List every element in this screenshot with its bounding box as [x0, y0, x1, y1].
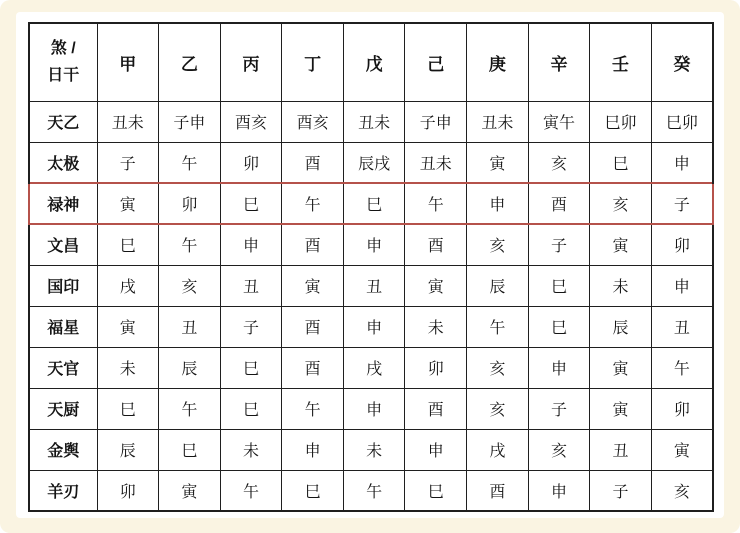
table-cell: 巳卯 [651, 101, 713, 142]
table-cell: 午 [467, 306, 529, 347]
row-label-0: 天乙 [29, 101, 97, 142]
table-cell: 子申 [159, 101, 221, 142]
table-cell: 午 [343, 470, 405, 511]
row-label-5: 福星 [29, 306, 97, 347]
table-cell: 卯 [651, 224, 713, 265]
table-cell: 巳 [220, 388, 282, 429]
table-cell: 亥 [159, 265, 221, 306]
table-cell: 申 [528, 347, 590, 388]
table-cell: 亥 [528, 429, 590, 470]
table-cell: 申 [343, 388, 405, 429]
table-cell: 子 [528, 388, 590, 429]
table-cell: 卯 [220, 142, 282, 183]
table-cell: 辰 [159, 347, 221, 388]
row-label-1: 太极 [29, 142, 97, 183]
table-cell: 酉亥 [282, 101, 344, 142]
table-body [29, 101, 713, 511]
table-cell: 亥 [467, 347, 529, 388]
table-cell: 申 [651, 142, 713, 183]
row-label-2: 禄神 [29, 183, 97, 224]
table-cell: 酉 [282, 306, 344, 347]
table-cell: 亥 [590, 183, 652, 224]
table-cell: 寅午 [528, 101, 590, 142]
table-cell: 未 [220, 429, 282, 470]
table-cell: 辰 [467, 265, 529, 306]
column-header-stem-5: 己 [405, 23, 467, 101]
table-cell: 戌 [97, 265, 159, 306]
table-cell: 巳 [220, 183, 282, 224]
table-cell: 申 [282, 429, 344, 470]
table-cell: 丑 [220, 265, 282, 306]
table-cell: 巳 [528, 306, 590, 347]
table-cell: 酉 [528, 183, 590, 224]
table-cell: 巳 [590, 142, 652, 183]
table-cell: 申 [651, 265, 713, 306]
table-cell: 未 [97, 347, 159, 388]
table-cell: 午 [159, 142, 221, 183]
table-cell: 申 [343, 306, 405, 347]
table-row-8 [29, 429, 713, 470]
row-label-8: 金舆 [29, 429, 97, 470]
table-cell: 酉 [467, 470, 529, 511]
table-cell: 寅 [467, 142, 529, 183]
table-cell: 卯 [405, 347, 467, 388]
table-row-9 [29, 470, 713, 511]
table-cell: 戌 [467, 429, 529, 470]
column-header-stem-0: 甲 [97, 23, 159, 101]
table-cell: 申 [405, 429, 467, 470]
table-cell: 亥 [467, 224, 529, 265]
table-cell: 寅 [405, 265, 467, 306]
table-cell: 亥 [651, 470, 713, 511]
table-cell: 申 [528, 470, 590, 511]
table-cell: 卯 [651, 388, 713, 429]
table-cell: 巳 [220, 347, 282, 388]
table-cell: 丑未 [467, 101, 529, 142]
column-header-stem-1: 乙 [159, 23, 221, 101]
table-cell: 寅 [159, 470, 221, 511]
column-header-stem-6: 庚 [467, 23, 529, 101]
table-cell: 子 [97, 142, 159, 183]
table-cell: 寅 [590, 388, 652, 429]
table-cell: 午 [159, 224, 221, 265]
column-header-stem-9: 癸 [651, 23, 713, 101]
corner-label-line1: 煞 / [50, 40, 76, 58]
table-cell: 巳 [97, 224, 159, 265]
column-header-stem-2: 丙 [220, 23, 282, 101]
table-row-7 [29, 388, 713, 429]
column-header-stem-7: 辛 [528, 23, 590, 101]
table-cell: 酉 [405, 388, 467, 429]
table-cell: 午 [282, 388, 344, 429]
table-cell: 丑 [651, 306, 713, 347]
table-cell: 未 [590, 265, 652, 306]
table-cell: 辰 [97, 429, 159, 470]
table-cell: 巳 [282, 470, 344, 511]
table-cell: 巳 [528, 265, 590, 306]
table-cell: 辰戌 [343, 142, 405, 183]
table-cell: 亥 [528, 142, 590, 183]
table-cell: 丑未 [343, 101, 405, 142]
table-cell: 巳 [97, 388, 159, 429]
table-cell: 子 [651, 183, 713, 224]
corner-label-line2: 日干 [47, 67, 80, 85]
table-cell: 巳 [159, 429, 221, 470]
header-row [29, 23, 713, 101]
table-cell: 寅 [590, 347, 652, 388]
row-label-3: 文昌 [29, 224, 97, 265]
column-header-stem-4: 戊 [343, 23, 405, 101]
table-cell: 子 [590, 470, 652, 511]
table-cell: 卯 [159, 183, 221, 224]
table-row-3 [29, 224, 713, 265]
table-cell: 亥 [467, 388, 529, 429]
table-cell: 寅 [97, 306, 159, 347]
table-cell: 午 [405, 183, 467, 224]
table-row-1 [29, 142, 713, 183]
table-cell: 寅 [282, 265, 344, 306]
table-row-2 [29, 183, 713, 224]
table-cell: 午 [282, 183, 344, 224]
table-cell: 子 [220, 306, 282, 347]
column-header-stem-3: 丁 [282, 23, 344, 101]
table-cell: 未 [343, 429, 405, 470]
column-header-stem-8: 壬 [590, 23, 652, 101]
table-cell: 未 [405, 306, 467, 347]
table-cell: 申 [220, 224, 282, 265]
table-cell: 子申 [405, 101, 467, 142]
table-cell: 卯 [97, 470, 159, 511]
table-cell: 寅 [651, 429, 713, 470]
table-cell: 巳 [405, 470, 467, 511]
table-cell: 酉 [282, 224, 344, 265]
table-cell: 戌 [343, 347, 405, 388]
table-row-5 [29, 306, 713, 347]
table-cell: 午 [651, 347, 713, 388]
table-header [29, 23, 713, 101]
table-cell: 辰 [590, 306, 652, 347]
table-cell: 巳卯 [590, 101, 652, 142]
row-label-7: 天厨 [29, 388, 97, 429]
table-cell: 酉 [282, 347, 344, 388]
table-cell: 寅 [97, 183, 159, 224]
table-cell: 丑 [590, 429, 652, 470]
table-cell: 酉 [405, 224, 467, 265]
corner-cell [29, 23, 97, 101]
table-cell: 酉亥 [220, 101, 282, 142]
table-cell: 丑未 [405, 142, 467, 183]
table-row-0 [29, 101, 713, 142]
table-cell: 寅 [590, 224, 652, 265]
table-cell: 申 [467, 183, 529, 224]
table-cell: 丑 [343, 265, 405, 306]
table-cell: 巳 [343, 183, 405, 224]
table-cell: 午 [220, 470, 282, 511]
table-cell: 午 [159, 388, 221, 429]
table-row-6 [29, 347, 713, 388]
table-cell: 酉 [282, 142, 344, 183]
row-label-6: 天官 [29, 347, 97, 388]
table-cell: 子 [528, 224, 590, 265]
content-card [16, 12, 724, 518]
table-cell: 申 [343, 224, 405, 265]
shensha-reference-table [28, 22, 714, 512]
table-row-4 [29, 265, 713, 306]
table-cell: 丑未 [97, 101, 159, 142]
table-cell: 丑 [159, 306, 221, 347]
row-label-9: 羊刃 [29, 470, 97, 511]
row-label-4: 国印 [29, 265, 97, 306]
